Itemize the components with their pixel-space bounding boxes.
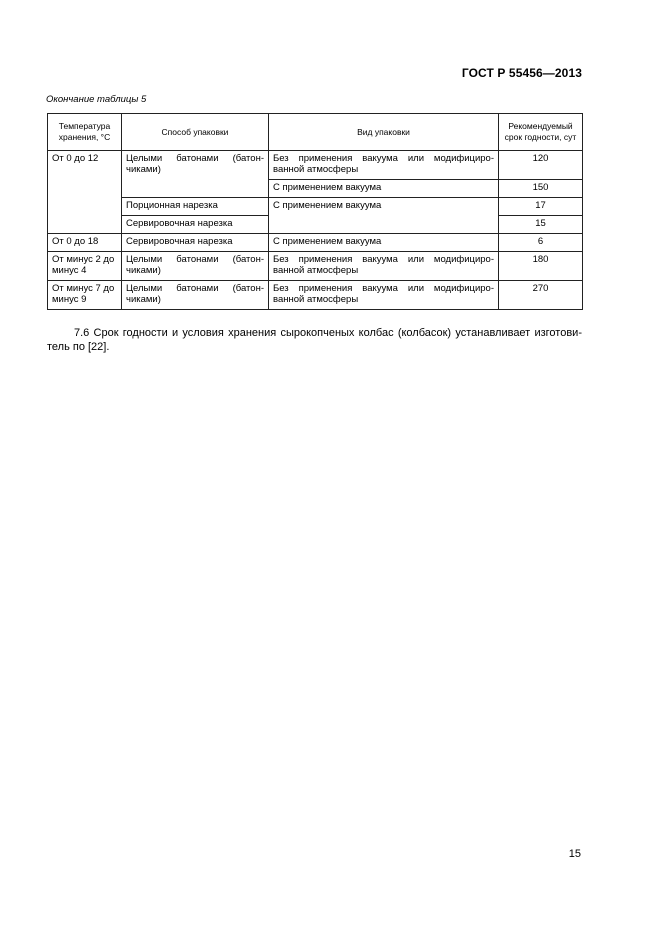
page-number: 15 — [568, 848, 581, 860]
document-header: ГОСТ Р 55456—2013 — [461, 66, 582, 80]
header-shelf-life: Рекомендуемый срок годности, сут — [499, 114, 583, 151]
cell-shelf-life: 120 — [499, 151, 583, 180]
storage-table — [47, 113, 583, 310]
cell-temperature: От 0 до 12 — [48, 151, 122, 234]
cell-temperature: От минус 2 до минус 4 — [48, 252, 122, 281]
cell-shelf-life: 15 — [499, 216, 583, 234]
table-row — [48, 151, 583, 180]
cell-shelf-life: 6 — [499, 234, 583, 252]
cell-shelf-life: 270 — [499, 281, 583, 310]
cell-shelf-life: 17 — [499, 198, 583, 216]
cell-temperature: От минус 7 до минус 9 — [48, 281, 122, 310]
cell-temperature: От 0 до 18 — [48, 234, 122, 252]
cell-packing-method: Целыми батонами (батон-чиками) — [122, 151, 269, 198]
table-caption: Окончание таблицы 5 — [46, 94, 147, 105]
cell-packing-method: Сервировочная нарезка — [122, 234, 269, 252]
header-temperature: Температура хранения, °С — [48, 114, 122, 151]
header-packing-method: Способ упаковки — [122, 114, 269, 151]
cell-packing-method: Сервировочная нарезка — [122, 216, 269, 234]
cell-packing-method: Порционная нарезка — [122, 198, 269, 216]
cell-shelf-life: 180 — [499, 252, 583, 281]
cell-shelf-life: 150 — [499, 180, 583, 198]
cell-packing-method: Целыми батонами (батон-чиками) — [122, 252, 269, 281]
cell-packing-type: Без применения вакуума или модифициро-ванной атмосферы — [269, 252, 499, 281]
table-row — [48, 281, 583, 310]
cell-packing-type: С применением вакуума — [269, 234, 499, 252]
table-row — [48, 252, 583, 281]
header-packing-type: Вид упаковки — [269, 114, 499, 151]
cell-packing-type: Без применения вакуума или модифициро-ванной атмосферы — [269, 151, 499, 180]
table-row — [48, 234, 583, 252]
cell-packing-type: Без применения вакуума или модифициро-ванной атмосферы — [269, 281, 499, 310]
clause-7-6 — [47, 326, 582, 354]
clause-text: 7.6 Срок годности и условия хранения сырокопченых колбас (колбасок) устанавливает изготови-тель по [22]. — [47, 327, 582, 353]
cell-packing-method: Целыми батонами (батон-чиками) — [122, 281, 269, 310]
table-row — [48, 198, 583, 216]
cell-packing-type: С применением вакуума — [269, 180, 499, 198]
cell-packing-type: С применением вакуума — [269, 198, 499, 234]
table-header-row — [48, 114, 583, 151]
